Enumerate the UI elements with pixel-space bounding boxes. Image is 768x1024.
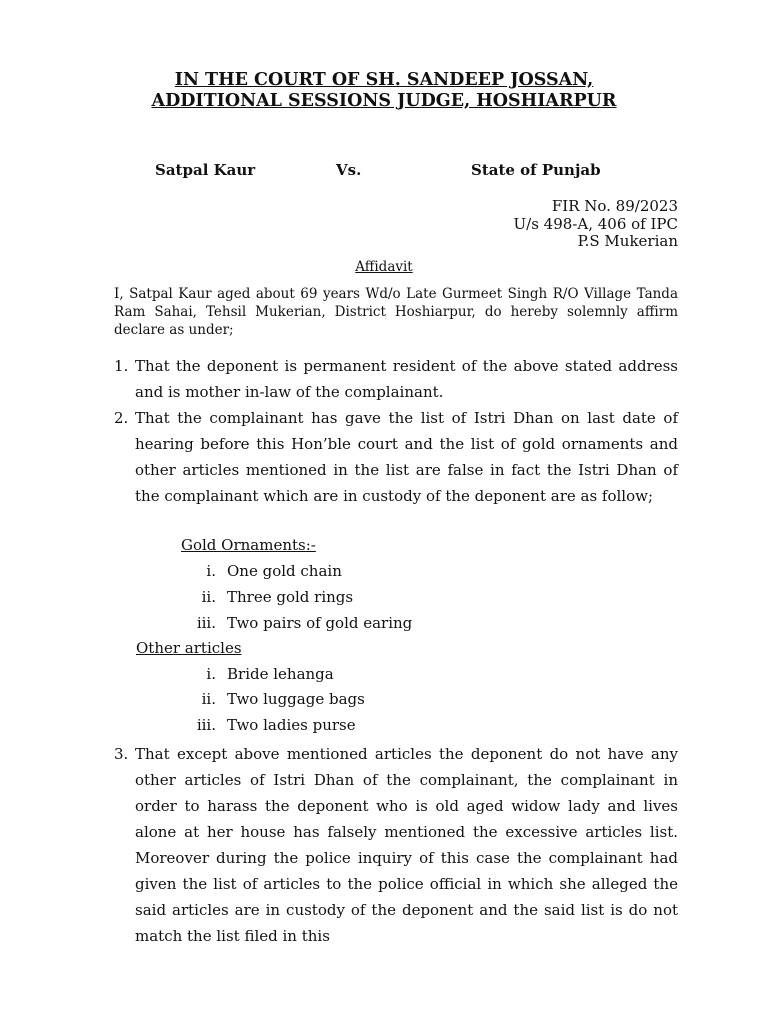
list-item-text: Two luggage bags <box>227 690 365 708</box>
list-item <box>201 588 354 606</box>
list-item <box>196 716 356 734</box>
paragraph-1 <box>114 353 678 405</box>
paragraph-2 <box>114 405 678 509</box>
list-item-text: One gold chain <box>227 562 342 580</box>
list-item-text: Bride lehanga <box>227 665 334 683</box>
paragraph-text: That the complainant has gave the list of Istri Dhan on last date of hearing before this Hon’ble court and the list of gold ornaments and other articles mentioned in the list are false in fact the Istri Dhan of the complainant which are in custody of the deponent are as follow; <box>135 409 678 505</box>
other-articles-heading: Other articles <box>136 639 242 657</box>
petitioner-name: Satpal Kaur <box>155 161 256 179</box>
court-heading-line-2: ADDITIONAL SESSIONS JUDGE, HOSHIARPUR <box>151 91 617 111</box>
paragraph-number: 3. <box>114 745 129 763</box>
list-item-number: iii. <box>196 614 216 632</box>
list-item-number: ii. <box>201 690 216 708</box>
list-item <box>206 562 342 580</box>
paragraph-number: 2. <box>114 409 129 427</box>
court-heading <box>0 70 768 112</box>
list-item-number: iii. <box>196 716 216 734</box>
affidavit-intro: I, Satpal Kaur aged about 69 years Wd/o Late Gurmeet Singh R/O Village Tanda Ram Sahai, Tehsil Mukerian, District Hoshiarpur, do hereby solemnly affirm declare as under; <box>114 286 678 338</box>
affidavit-title: Affidavit <box>355 259 413 275</box>
list-item-number: ii. <box>201 588 216 606</box>
police-station: P.S Mukerian <box>577 232 678 250</box>
court-heading-line-1: IN THE COURT OF SH. SANDEEP JOSSAN, <box>174 70 594 90</box>
list-item-text: Two ladies purse <box>227 716 356 734</box>
list-item-number: i. <box>206 665 216 683</box>
paragraph-3 <box>114 741 678 949</box>
case-info-block <box>514 198 678 251</box>
paragraph-text: That the deponent is permanent resident of the above stated address and is mother in-law of the complainant. <box>135 357 678 401</box>
respondent-name: State of Punjab <box>471 161 601 179</box>
list-item-text: Two pairs of gold earing <box>227 614 413 632</box>
paragraph-number: 1. <box>114 357 129 375</box>
list-item <box>201 690 365 708</box>
ipc-sections: U/s 498-A, 406 of IPC <box>513 214 678 233</box>
versus-label: Vs. <box>336 161 362 179</box>
fir-number: FIR No. 89/2023 <box>551 197 678 215</box>
paragraph-text: That except above mentioned articles the deponent do not have any other articles of Istri Dhan of the complainant, the complainant in order to harass the deponent who is old aged widow lady and lives alone at her house has falsely mentioned the excessive articles list. Moreover during the police inquiry of this case the complainant had given the list of articles to the police official in which she alleged the said articles are in custody of the deponent and the said list is do not match the list filed in this <box>135 745 678 945</box>
list-item <box>206 665 334 683</box>
list-item-number: i. <box>206 562 216 580</box>
gold-ornaments-heading: Gold Ornaments:- <box>181 536 316 554</box>
list-item <box>196 614 413 632</box>
list-item-text: Three gold rings <box>227 588 354 606</box>
